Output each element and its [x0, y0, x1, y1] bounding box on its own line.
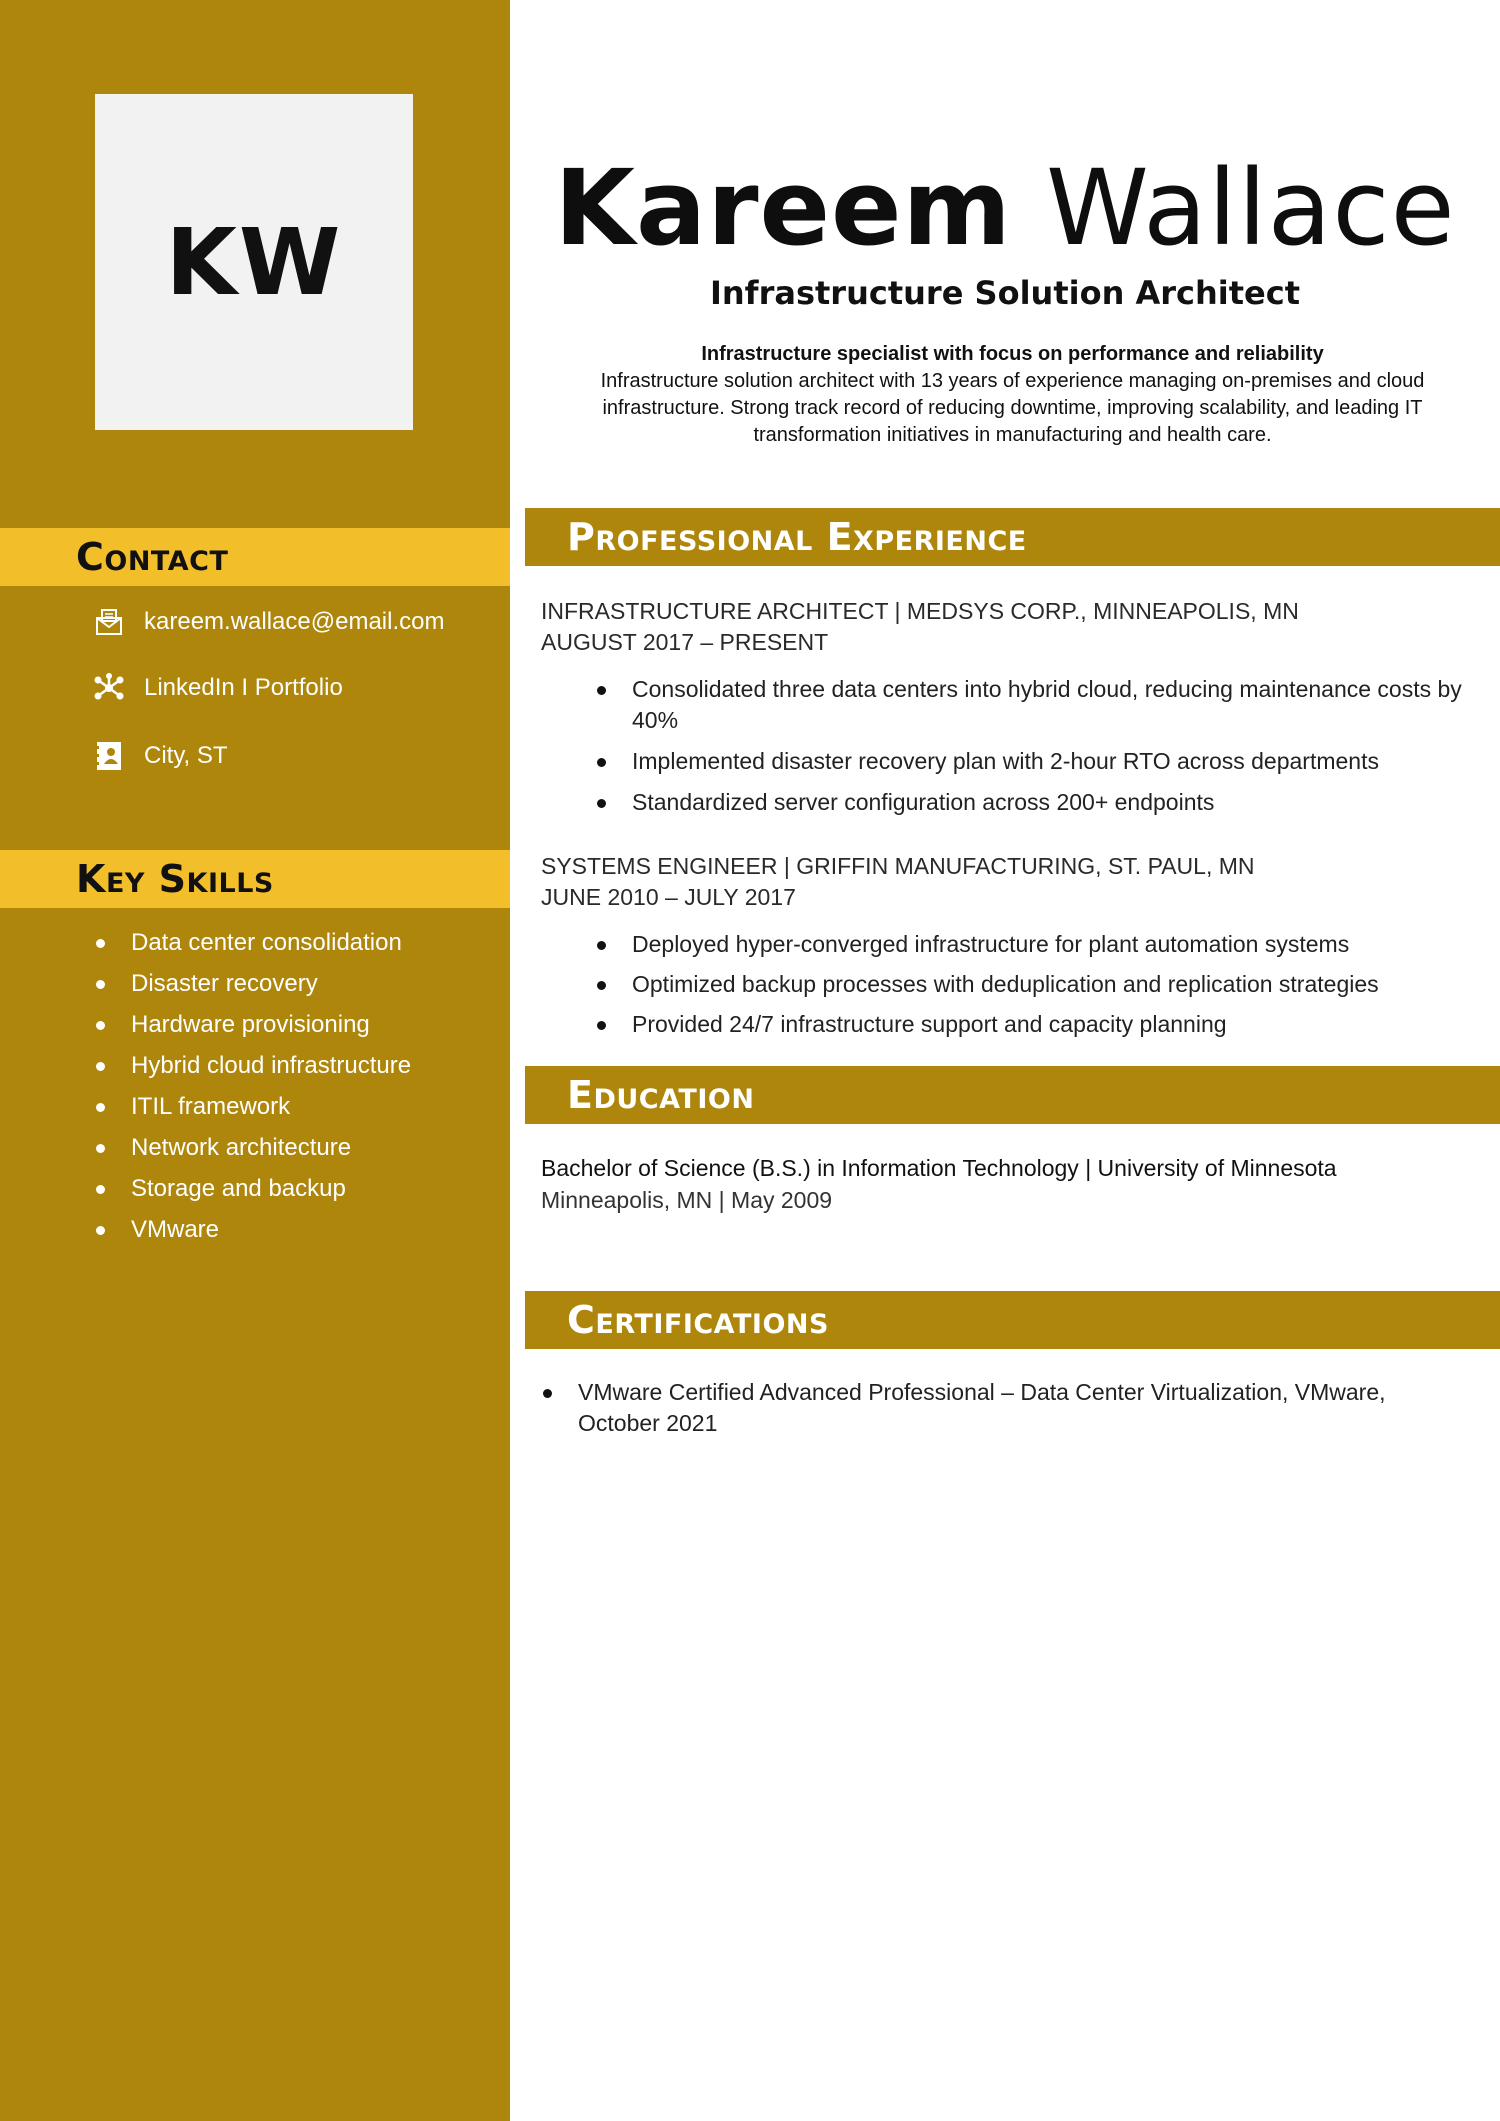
list-item: Deployed hyper-converged infrastructure for plant automation systems [541, 929, 1471, 960]
candidate-name [510, 148, 1500, 268]
list-item: Hardware provisioning [0, 1004, 510, 1045]
contact-links-row[interactable] [92, 671, 343, 705]
last-name: Wallace [1045, 147, 1456, 269]
summary-text: Infrastructure solution architect with 13 years of experience managing on-premises and cloud infrastructure. Strong track record of reducing downtime, improving scalability, and leading IT transformation initiatives in manufacturing and health care. [600, 370, 1425, 446]
list-item: Network architecture [0, 1127, 510, 1168]
education-heading-band [525, 1066, 1500, 1124]
list-item: Hybrid cloud infrastructure [0, 1045, 510, 1086]
list-item: Data center consolidation [0, 922, 510, 963]
experience-heading: Professional Experience [567, 515, 1027, 559]
job-1-bullets [541, 674, 1471, 818]
sidebar [0, 0, 510, 2121]
education-location: Minneapolis, MN | May 2009 [541, 1187, 833, 1213]
list-item: Provided 24/7 infrastructure support and capacity planning [541, 1009, 1471, 1040]
job-2-bullets [541, 929, 1471, 1040]
list-item: Standardized server configuration across 200+ endpoints [541, 787, 1471, 818]
contact-heading: Contact [76, 535, 229, 579]
certifications-list [541, 1377, 1471, 1439]
certifications-heading: Certifications [567, 1298, 829, 1342]
list-item: ITIL framework [0, 1086, 510, 1127]
job-1-header [541, 596, 1299, 658]
job-2-header [541, 851, 1255, 913]
contact-location-row [92, 739, 228, 773]
list-item: Optimized backup processes with deduplication and replication strategies [541, 969, 1471, 1000]
monogram: KW [165, 208, 343, 316]
first-name: Kareem [554, 147, 1012, 269]
contact-card-icon [92, 739, 126, 773]
education-heading: Education [567, 1073, 755, 1117]
contact-location: City, ST [144, 742, 228, 769]
contact-heading-band [0, 528, 510, 586]
job-2-title: SYSTEMS ENGINEER | GRIFFIN MANUFACTURING, ST. PAUL, MN [541, 853, 1255, 879]
list-item: Implemented disaster recovery plan with 2-hour RTO across departments [541, 746, 1471, 777]
contact-email-row[interactable] [92, 605, 444, 639]
job-1-title: INFRASTRUCTURE ARCHITECT | MEDSYS CORP., MINNEAPOLIS, MN [541, 598, 1299, 624]
monogram-box [95, 94, 413, 430]
network-icon [92, 671, 126, 705]
list-item: Consolidated three data centers into hybrid cloud, reducing maintenance costs by 40% [541, 674, 1471, 736]
experience-heading-band [525, 508, 1500, 566]
education-degree: Bachelor of Science (B.S.) in Information Technology | University of Minnesota [541, 1155, 1337, 1181]
certifications-heading-band [525, 1291, 1500, 1349]
skills-heading: Key Skills [76, 857, 274, 901]
contact-email[interactable]: kareem.wallace@email.com [144, 608, 445, 635]
list-item: VMware Certified Advanced Professional – Data Center Virtualization, VMware, October 2021 [541, 1377, 1471, 1439]
summary-tagline: Infrastructure specialist with focus on performance and reliability [701, 343, 1324, 365]
list-item: VMware [0, 1209, 510, 1250]
job-2-dates: JUNE 2010 – JULY 2017 [541, 884, 796, 910]
skills-heading-band [0, 850, 510, 908]
list-item: Disaster recovery [0, 963, 510, 1004]
envelope-icon [92, 605, 126, 639]
job-1-dates: AUGUST 2017 – PRESENT [541, 629, 829, 655]
contact-links[interactable]: LinkedIn I Portfolio [144, 674, 343, 701]
list-item: Storage and backup [0, 1168, 510, 1209]
job-title: Infrastructure Solution Architect [709, 274, 1301, 312]
skills-list [0, 922, 510, 1250]
